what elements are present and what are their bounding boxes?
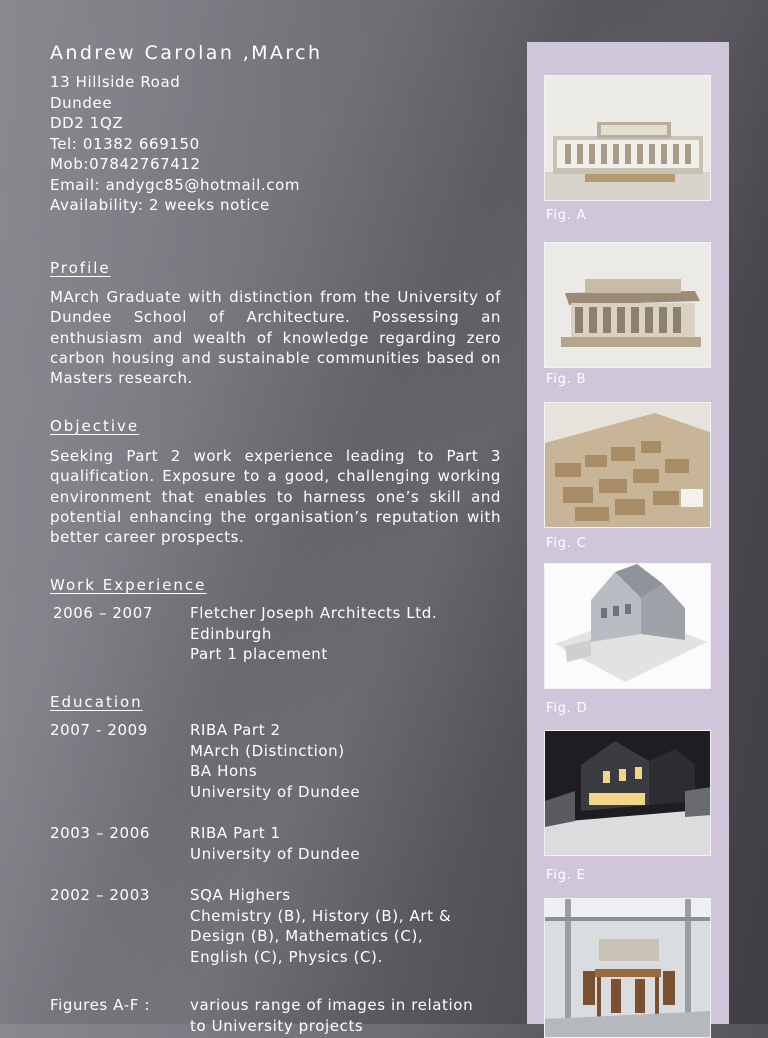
work-years: 2006 – 2007 (53, 604, 153, 622)
education-heading: Education (50, 693, 143, 711)
figures-sidebar (527, 42, 729, 1024)
education-years: 2002 – 2003 (50, 886, 150, 904)
availability: Availability: 2 weeks notice (50, 196, 270, 214)
education-line: University of Dundee (190, 844, 361, 863)
education-line: Design (B), Mathematics (C), (190, 927, 424, 945)
objective-heading: Objective (50, 417, 140, 435)
education-line: BA Hons (190, 762, 258, 780)
figure-a-image (544, 75, 711, 201)
figures-note-label: Figures A-F : (50, 996, 150, 1014)
education-line: SQA Highers (190, 886, 291, 904)
address-line-2: Dundee (50, 93, 113, 112)
education-line: MArch (Distinction) (190, 741, 345, 760)
education-line: University of Dundee (190, 782, 361, 801)
figures-note-line: to University projects (190, 1016, 364, 1035)
figure-d-image (544, 563, 711, 689)
education-years: 2007 - 2009 (50, 721, 148, 739)
profile-heading: Profile (50, 259, 111, 277)
address-line-1: 13 Hillside Road (50, 73, 181, 91)
education-line: Chemistry (B), History (B), Art & (190, 906, 452, 925)
education-years: 2003 – 2006 (50, 824, 150, 842)
objective-text: Seeking Part 2 work experience leading to Part 3 qualification. Exposure to a good, challenging working environment that enables to harness one’s skill and potential enhancing the organisation’s reputation with better career prospects. (50, 447, 501, 547)
figures-note-line: various range of images in relation (190, 996, 474, 1014)
education-line: RIBA Part 2 (190, 721, 281, 739)
figure-d-caption: Fig. D (546, 701, 588, 716)
work-line: Part 1 placement (190, 645, 328, 663)
figure-e-caption: Fig. E (546, 868, 586, 883)
work-line: Fletcher Joseph Architects Ltd. (190, 604, 438, 622)
candidate-name: Andrew Carolan ,MArch (50, 42, 323, 64)
education-line: English (C), Physics (C). (190, 947, 383, 966)
work-experience-heading: Work Experience (50, 576, 207, 594)
education-line: RIBA Part 1 (190, 824, 281, 842)
profile-text: MArch Graduate with distinction from the University of Dundee School of Architecture. Possessing an enthusiasm and wealth of knowledge regarding zero carbon housing and sustainable communities based on Masters research. (50, 288, 501, 388)
contact-block (50, 72, 300, 216)
work-line: Edinburgh (190, 624, 273, 643)
telephone: Tel: 01382 669150 (50, 134, 200, 153)
postcode: DD2 1QZ (50, 114, 124, 132)
mobile: Mob:07842767412 (50, 155, 201, 173)
figure-b-image (544, 242, 711, 368)
figure-e-image (544, 730, 711, 856)
figure-b-caption: Fig. B (546, 372, 587, 387)
figure-a-caption: Fig. A (546, 208, 587, 223)
figure-f-image (544, 898, 711, 1038)
figure-c-caption: Fig. C (546, 536, 587, 551)
figure-c-image (544, 402, 711, 528)
email: Email: andygc85@hotmail.com (50, 175, 301, 194)
